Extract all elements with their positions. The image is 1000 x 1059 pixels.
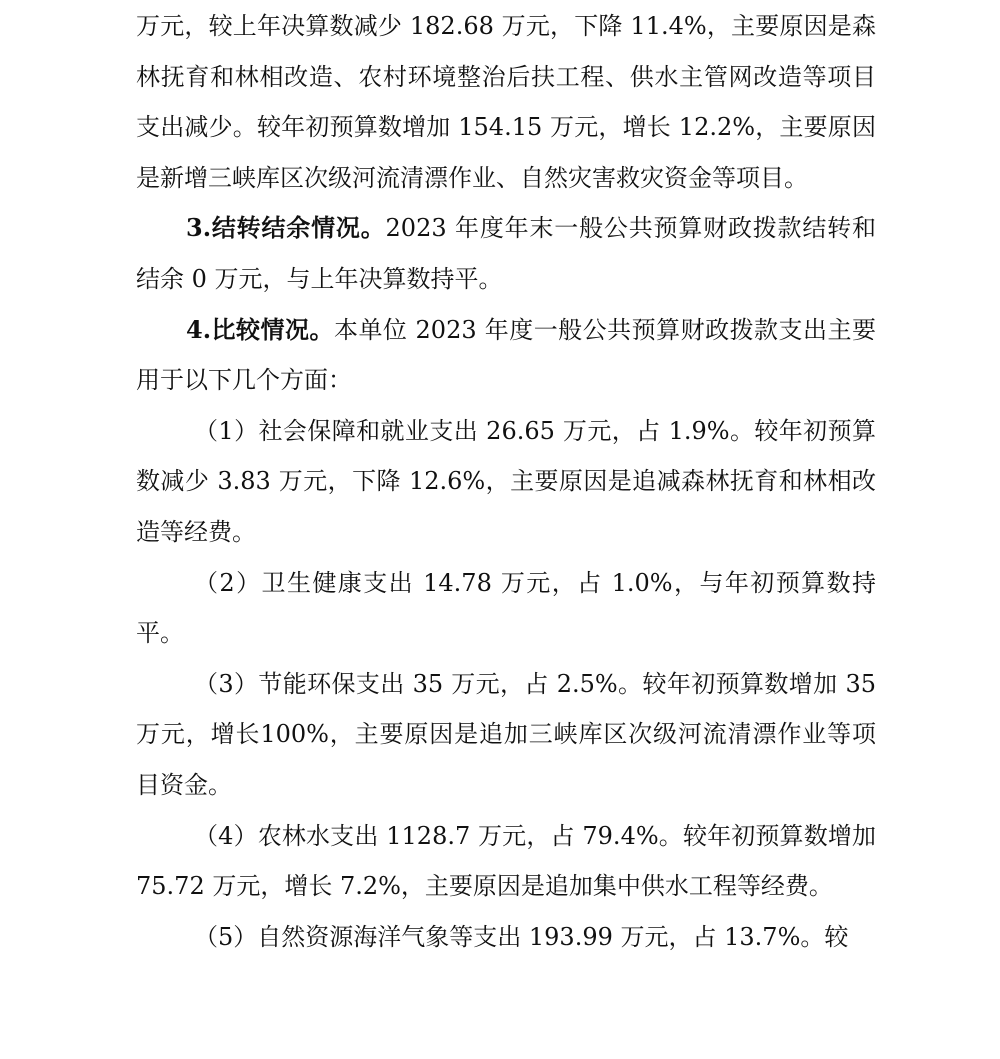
comparison-text: 本单位 2023 年度一般公共预算财政拨款支出主要用于以下几个方面： [136,315,876,395]
list-item-health: （2）卫生健康支出 14.78 万元，占 1.0%，与年初预算数持平。 [136,568,876,648]
paragraph-comparison [136,305,876,406]
section-heading-carryover: 3.结转结余情况。 [186,213,386,243]
section-heading-comparison: 4.比较情况。 [186,314,334,344]
list-item-natural-resources: （5）自然资源海洋气象等支出 193.99 万元，占 13.7%。较 [194,922,849,951]
paragraph-expenditure-summary: 万元，较上年决算数减少 182.68 万元，下降 11.4%，主要原因是森林抚育和林相改造、农村环境整治后扶工程、供水主管网改造等项目支出减少。较年初预算数增加 154.15 万元，增长 12.2%，主要原因是新增三峡库区次级河流清漂作业、自然灾害救灾资金等项目。 [136,12,876,192]
list-item-agriculture-forestry-water: （4）农林水支出 1128.7 万元，占 79.4%。较年初预算数增加 75.72 万元，增长 7.2%，主要原因是追加集中供水工程等经费。 [136,821,876,901]
carryover-text: 2023 年度年末一般公共预算财政拨款结转和结余 0 万元，与上年决算数持平。 [136,214,876,293]
paragraph-carryover [136,203,876,304]
list-item-energy-environment: （3）节能环保支出 35 万元，占 2.5%。较年初预算数增加 35万元，增长100%，主要原因是追加三峡库区次级河流清漂作业等项目资金。 [136,669,876,799]
list-item-social-security: （1）社会保障和就业支出 26.65 万元，占 1.9%。较年初预算数减少 3.83 万元，下降 12.6%，主要原因是追减森林抚育和林相改造等经费。 [136,416,876,546]
document-page [136,0,876,962]
